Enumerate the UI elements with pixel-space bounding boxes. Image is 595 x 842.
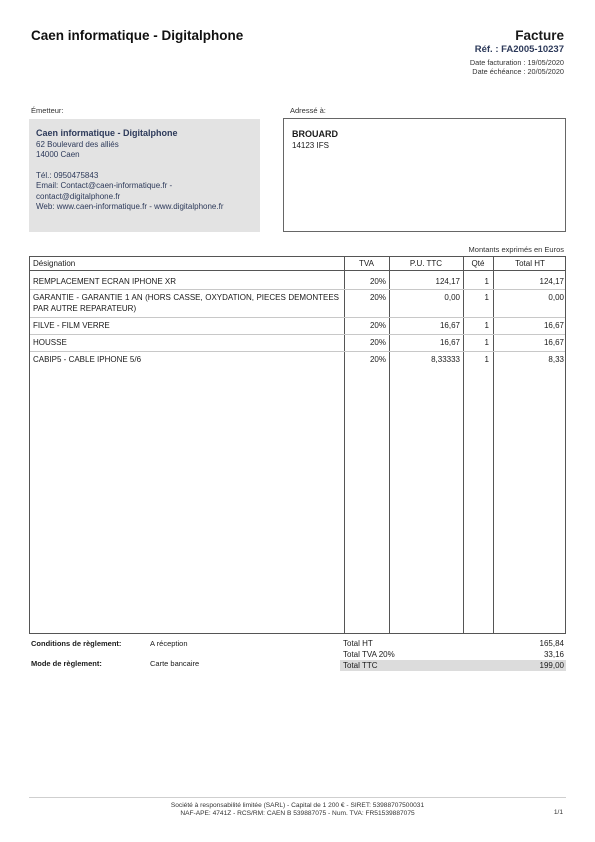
- total-tva-value: 33,16: [543, 650, 564, 659]
- sender-name: Caen informatique - Digitalphone: [36, 128, 178, 138]
- invoice-date: Date facturation : 19/05/2020: [469, 58, 564, 67]
- row5-quantity: 1: [484, 355, 489, 364]
- totals-block: [340, 638, 566, 672]
- total-ttc-row: [340, 660, 566, 671]
- company-title: Caen informatique - Digitalphone: [31, 28, 244, 43]
- header-quantity: Qté: [471, 259, 485, 268]
- sender-address2: 14000 Caen: [36, 150, 80, 159]
- sender-label: Émetteur:: [31, 106, 64, 115]
- header-tva: TVA: [359, 259, 374, 268]
- row4-unit-price: 16,67: [439, 338, 460, 347]
- recipient-box: [283, 118, 566, 232]
- row5-tva: 20%: [369, 355, 386, 364]
- payment-mode-label: Mode de règlement:: [31, 659, 102, 668]
- row1-total: 124,17: [539, 277, 564, 286]
- row1-tva: 20%: [369, 277, 386, 286]
- total-tva-row: [340, 649, 566, 660]
- row3-total: 16,67: [543, 321, 564, 330]
- row1-quantity: 1: [484, 277, 489, 286]
- sender-email-1: Email: Contact@caen-informatique.fr -: [36, 181, 173, 190]
- row3-unit-price: 16,67: [439, 321, 460, 330]
- row1-unit-price: 124,17: [435, 277, 460, 286]
- header-designation: Désignation: [33, 259, 76, 268]
- row3-designation: FILVE - FILM VERRE: [33, 321, 110, 330]
- sender-email-2: contact@digitalphone.fr: [36, 191, 121, 201]
- row4-tva: 20%: [369, 338, 386, 347]
- recipient-city: 14123 IFS: [292, 141, 329, 150]
- total-ttc-label: Total TTC: [343, 661, 378, 670]
- row2-designation: GARANTIE - GARANTIE 1 AN (HORS CASSE, OXYDATION, PIECES DEMONTEES PAR AUTRE REPARATEUR): [33, 293, 339, 313]
- page-number: 1/1: [553, 809, 563, 816]
- row2-tva: 20%: [369, 293, 386, 302]
- row5-unit-price: 8,33333: [431, 355, 460, 364]
- footer-divider: [29, 797, 566, 798]
- total-tva-label: Total TVA 20%: [343, 650, 395, 659]
- currency-note: Montants exprimés en Euros: [468, 245, 564, 254]
- row3-quantity: 1: [484, 321, 489, 330]
- due-date: Date échéance : 20/05/2020: [472, 67, 564, 76]
- conditions-label: Conditions de règlement:: [31, 639, 122, 648]
- invoice-dates: [470, 58, 564, 76]
- row2-unit-price: 0,00: [444, 293, 460, 302]
- total-ht-value: 165,84: [539, 639, 564, 648]
- sender-phone: Tél.: 0950475843: [36, 170, 99, 180]
- row5-designation: CABIP5 - CABLE IPHONE 5/6: [33, 355, 142, 364]
- document-type: Facture: [515, 28, 564, 43]
- row4-total: 16,67: [543, 338, 564, 347]
- footer-legal-1: Société à responsabilité limitée (SARL) - Capital de 1 200 € - SIRET: 53988707500031: [170, 802, 425, 809]
- total-ht-row: [340, 638, 566, 649]
- footer-legal-2: NAF-APE: 4741Z - RCS/RM: CAEN B 539887075 - Num. TVA: FR51539887075: [180, 810, 415, 817]
- row1-designation: REMPLACEMENT ECRAN IPHONE XR: [33, 277, 176, 286]
- row3-tva: 20%: [369, 321, 386, 330]
- sender-address1: 62 Boulevard des alliés: [36, 139, 119, 149]
- header-unit-price: P.U. TTC: [409, 259, 443, 268]
- conditions-value: A réception: [150, 639, 188, 648]
- items-table: [29, 256, 566, 634]
- sender-box: [29, 119, 260, 232]
- invoice-reference: Réf. : FA2005-10237: [474, 44, 564, 55]
- recipient-name: BROUARD: [292, 129, 338, 139]
- row2-total: 0,00: [548, 293, 564, 302]
- row4-designation: HOUSSE: [33, 338, 67, 347]
- header-total: Total HT: [515, 259, 545, 268]
- total-ht-label: Total HT: [343, 639, 373, 648]
- row4-quantity: 1: [484, 338, 489, 347]
- row5-total: 8,33: [548, 355, 564, 364]
- payment-mode-value: Carte bancaire: [150, 659, 200, 668]
- total-ttc-value: 199,00: [539, 661, 564, 670]
- row2-quantity: 1: [484, 293, 489, 302]
- sender-web: Web: www.caen-informatique.fr - www.digitalphone.fr: [36, 202, 224, 211]
- recipient-label: Adressé à:: [290, 106, 326, 115]
